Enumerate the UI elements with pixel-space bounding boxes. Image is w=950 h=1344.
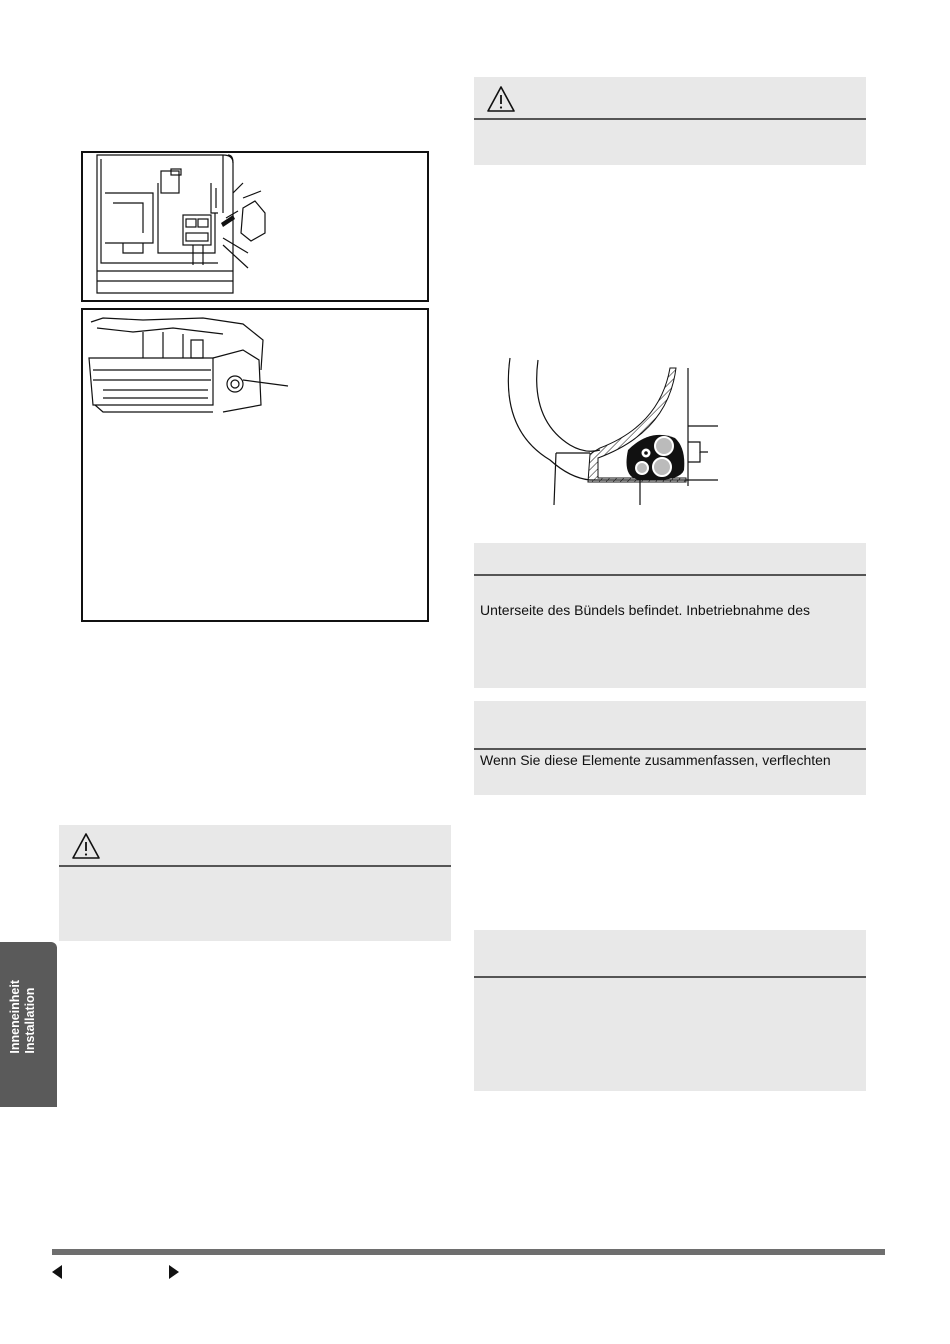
section-side-tab-label [8,980,48,1054]
note-box-1-header [474,543,866,576]
note-box-2-text: Wenn Sie diese Elemente zusammenfassen, verflechten [480,752,831,768]
note-box-1 [474,543,866,688]
warning-triangle-icon [71,832,101,860]
indoor-unit-illustration [83,310,427,420]
wiring-cover-illustration [83,153,427,300]
warning-box-bottom-header [59,825,451,867]
note-box-2-header [474,701,866,750]
side-tab-line-2: Installation [23,987,37,1054]
section-side-tab[interactable] [0,942,57,1107]
warning-box-top-header [474,77,866,120]
note-box-3 [474,930,866,1091]
side-tab-line-1: Inneneinheit [8,980,22,1054]
warning-box-top [474,77,866,165]
indoor-unit-open-figure [81,308,429,622]
triangle-left-icon[interactable] [50,1264,64,1280]
note-box-2 [474,701,866,795]
warning-triangle-icon [486,85,516,113]
note-box-1-text: Unterseite des Bündels befindet. Inbetriebnahme des [480,602,810,618]
wiring-cover-figure [81,151,429,302]
pipe-bundle-diagram [490,350,740,510]
triangle-right-icon[interactable] [167,1264,181,1280]
warning-box-bottom [59,825,451,941]
footer-rule [52,1249,885,1255]
note-box-3-header [474,930,866,978]
